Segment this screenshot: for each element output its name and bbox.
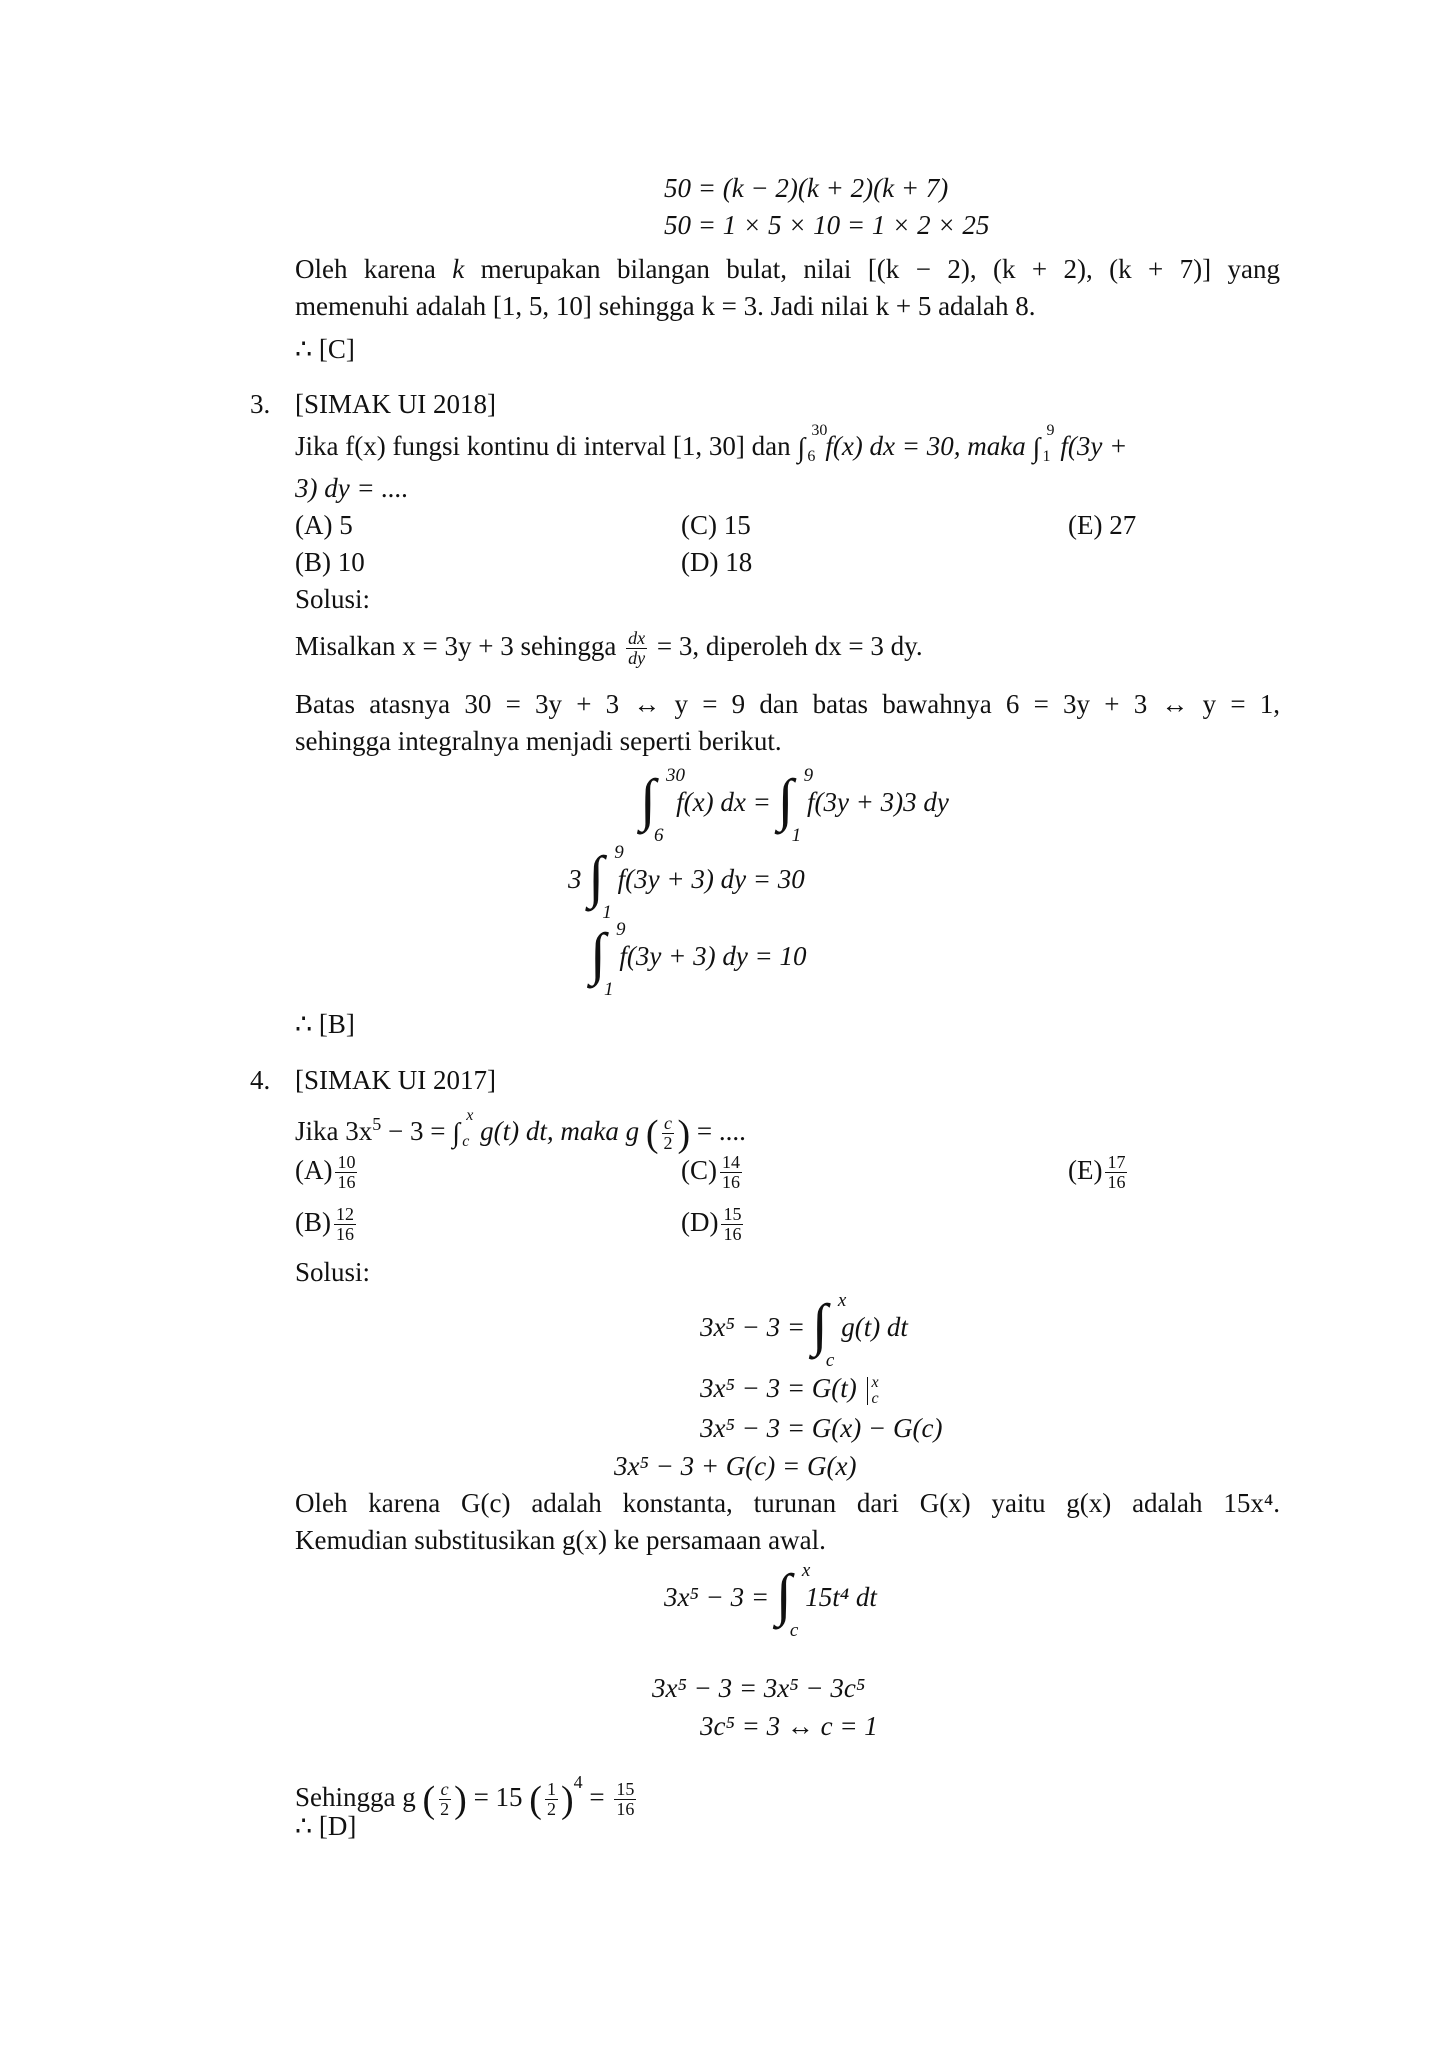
solution-line: Batas atasnya 30 = 3y + 3 ↔ y = 9 dan batas bawahnya 6 = 3y + 3 ↔ y = 1, bbox=[295, 689, 1280, 719]
solution-label: Solusi: bbox=[295, 584, 371, 614]
solution-line: Misalkan x = 3y + 3 sehingga $\frac{dx}{dy}$ = 3, diperoleh dx = 3 dy. bbox=[295, 628, 923, 669]
option-e: (E) $\frac{17}{16}$ bbox=[1068, 1152, 1126, 1193]
answer-mark: ∴ [B] bbox=[295, 1009, 355, 1039]
answer-mark: ∴ [C] bbox=[295, 334, 355, 364]
equation-line: 50 = 1 × 5 × 10 = 1 × 2 × 25 bbox=[664, 210, 990, 240]
equation-line: 3x⁵ − 3 + G(c) = G(x) bbox=[614, 1451, 857, 1481]
equation-line: 50 = (k − 2)(k + 2)(k + 7) bbox=[664, 173, 949, 203]
equation-line: ∫ 9 1 f(3y + 3) dy = 10 bbox=[590, 919, 807, 1000]
question-number: 3. bbox=[250, 389, 271, 419]
question-source: [SIMAK UI 2018] bbox=[295, 389, 496, 419]
equation-line: 3x⁵ − 3 = G(x) − G(c) bbox=[700, 1413, 943, 1443]
final-line: Sehingga g ( $\frac{c}{2}$ ) = 15 ( $\frac{1}{2}$ )$^4$ = $\frac{15}{16}$ bbox=[295, 1772, 635, 1821]
equation-line: 3x⁵ − 3 = ∫ x c 15t⁴ dt bbox=[664, 1560, 877, 1641]
integral-sign: ∫ 9 1 bbox=[777, 765, 814, 846]
equation-line: 3x⁵ − 3 = 3x⁵ − 3c⁵ bbox=[652, 1673, 866, 1703]
integral-sign: ∫ 9 1 bbox=[1032, 422, 1055, 465]
integral-sign: ∫ 30 6 bbox=[640, 765, 685, 846]
paragraph-line: Oleh karena k merupakan bilangan bulat, nilai [(k − 2), (k + 2), (k + 7)] yang bbox=[295, 254, 1280, 284]
fraction: $\frac{15}{16}$ bbox=[616, 1779, 635, 1820]
option-a: (A) $\frac{10}{16}$ bbox=[295, 1152, 356, 1193]
paragraph-line: Oleh karena G(c) adalah konstanta, turunan dari G(x) yaitu g(x) adalah 15x⁴. bbox=[295, 1488, 1280, 1518]
integral-sign: ∫ 9 1 bbox=[588, 842, 624, 923]
equation-line: 3x⁵ − 3 = ∫ x c g(t) dt bbox=[700, 1290, 908, 1371]
integral-sign: ∫ x c bbox=[452, 1107, 474, 1150]
option-b: (B) 10 bbox=[295, 547, 365, 577]
option-d: (D) 18 bbox=[681, 547, 753, 577]
paragraph-line: Kemudian substitusikan g(x) ke persamaan awal. bbox=[295, 1525, 826, 1555]
integral-sign: ∫ 9 1 bbox=[590, 919, 626, 1000]
equation-line: 3c⁵ = 3 ↔ c = 1 bbox=[700, 1711, 878, 1741]
option-d: (D) $\frac{15}{16}$ bbox=[681, 1204, 742, 1245]
fraction: $\frac{1}{2}$ bbox=[546, 1779, 556, 1820]
equation-line: 3 ∫ 9 1 f(3y + 3) dy = 30 bbox=[568, 842, 805, 923]
question-text: 3) dy = .... bbox=[295, 473, 409, 503]
answer-mark: ∴ [D] bbox=[295, 1811, 357, 1841]
fraction: $\frac{c}{2}$ bbox=[440, 1779, 450, 1820]
equation-line: 3x⁵ − 3 = G(t) x c bbox=[700, 1373, 879, 1407]
solution-label: Solusi: bbox=[295, 1257, 371, 1287]
option-b: (B) $\frac{12}{16}$ bbox=[295, 1204, 354, 1245]
option-a: (A) 5 bbox=[295, 510, 353, 540]
option-c: (C) 15 bbox=[681, 510, 751, 540]
fraction: $\frac{c}{2}$ bbox=[663, 1113, 673, 1154]
integral-sign: ∫ x c bbox=[775, 1560, 811, 1641]
paragraph-line: memenuhi adalah [1, 5, 10] sehingga k = 3. Jadi nilai k + 5 adalah 8. bbox=[295, 291, 1036, 321]
question-text: Jika f(x) fungsi kontinu di interval [1, 30] dan ∫ 30 6 f(x) dx = 30, maka ∫ 9 1 f(3y + bbox=[295, 422, 1128, 465]
integral-sign: ∫ x c bbox=[811, 1290, 847, 1371]
fraction: $\frac{dx}{dy}$ bbox=[628, 628, 646, 669]
integral-sign: ∫ 30 6 bbox=[797, 422, 828, 465]
question-text: Jika $3x^5 - 3$ = ∫ x c g(t) dt, maka g ( $\frac{c}{2}$ ) = .... bbox=[295, 1107, 746, 1155]
equation-line: ∫ 30 6 f(x) dx = ∫ 9 1 f(3y + 3)3 dy bbox=[640, 765, 949, 846]
question-source: [SIMAK UI 2017] bbox=[295, 1065, 496, 1095]
question-number: 4. bbox=[250, 1065, 271, 1095]
solution-line: sehingga integralnya menjadi seperti berikut. bbox=[295, 726, 782, 756]
option-c: (C) $\frac{14}{16}$ bbox=[681, 1152, 740, 1193]
option-e: (E) 27 bbox=[1068, 510, 1137, 540]
